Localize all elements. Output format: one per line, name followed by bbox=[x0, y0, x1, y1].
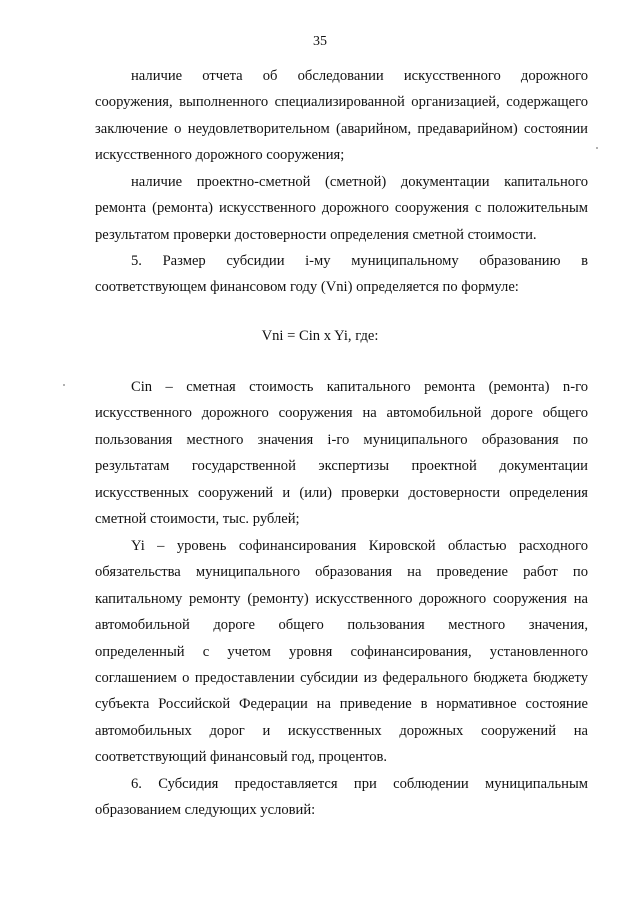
text-line: ремонта (ремонта) искусственного дорожного сооружения с положительным bbox=[95, 200, 588, 217]
text-line: автомобильных дорог и искусственных дорожных сооружений на bbox=[95, 722, 588, 739]
text-line: сооружения, выполненного специализированной организацией, содержащего bbox=[95, 94, 588, 111]
definition-cin bbox=[95, 374, 588, 532]
text-line: соответствующий финансовый год, процентов. bbox=[95, 749, 388, 766]
text-line: соглашением о предоставлении субсидии из федерального бюджета бюджету bbox=[95, 669, 588, 686]
text-line: обязательства муниципального образования на проведение работ по bbox=[95, 564, 588, 581]
page-number: 35 bbox=[313, 34, 327, 49]
paragraph-report-condition bbox=[95, 63, 588, 169]
text-line: наличие отчета об обследовании искусственного дорожного bbox=[131, 68, 588, 84]
text-line: образованием следующих условий: bbox=[95, 802, 316, 819]
text-line: искусственного дорожного сооружения; bbox=[95, 147, 345, 164]
text-line: капитальному ремонту (ремонту) искусственного дорожного сооружения на bbox=[95, 590, 588, 607]
scan-speck bbox=[63, 384, 65, 386]
text-line: наличие проектно-сметной (сметной) документации капитального bbox=[131, 174, 588, 190]
text-line: субъекта Российской Федерации на приведение в нормативное состояние bbox=[95, 696, 588, 713]
formula: Vni = Cin x Yi, где: bbox=[261, 328, 379, 344]
paragraph-design-documentation bbox=[95, 169, 588, 248]
paragraph-subsidy-conditions bbox=[95, 771, 588, 824]
text-line: 5. Размер субсидии i-му муниципальному образованию в bbox=[131, 253, 588, 269]
text-line: сметной стоимости, тыс. рублей; bbox=[95, 510, 300, 527]
text-line: Yi – уровень софинансирования Кировской областью расходного bbox=[131, 538, 588, 554]
text-line: 6. Субсидия предоставляется при соблюдении муниципальным bbox=[131, 776, 588, 792]
text-line: заключение о неудовлетворительном (аварийном, предаварийном) состоянии bbox=[95, 120, 588, 137]
text-line: искусственного дорожного сооружения на автомобильной дороге общего bbox=[95, 405, 588, 422]
text-line: результатам государственной экспертизы проектной документации bbox=[95, 458, 588, 475]
scan-speck bbox=[596, 147, 598, 149]
text-line: пользования местного значения i-го муниципального образования по bbox=[95, 431, 588, 448]
text-line: искусственных сооружений и (или) проверки достоверности определения bbox=[95, 484, 588, 501]
paragraph-subsidy-size bbox=[95, 248, 588, 301]
text-line: соответствующем финансовом году (Vni) определяется по формуле: bbox=[95, 279, 519, 296]
text-line: определенный с учетом уровня софинансирования, установленного bbox=[95, 643, 588, 660]
definition-yi bbox=[95, 533, 588, 771]
text-line: Cin – сметная стоимость капитального ремонта (ремонта) n-го bbox=[131, 379, 588, 395]
text-line: автомобильной дороге общего пользования местного значения, bbox=[95, 617, 588, 634]
text-line: результатом проверки достоверности определения сметной стоимости. bbox=[95, 226, 537, 243]
